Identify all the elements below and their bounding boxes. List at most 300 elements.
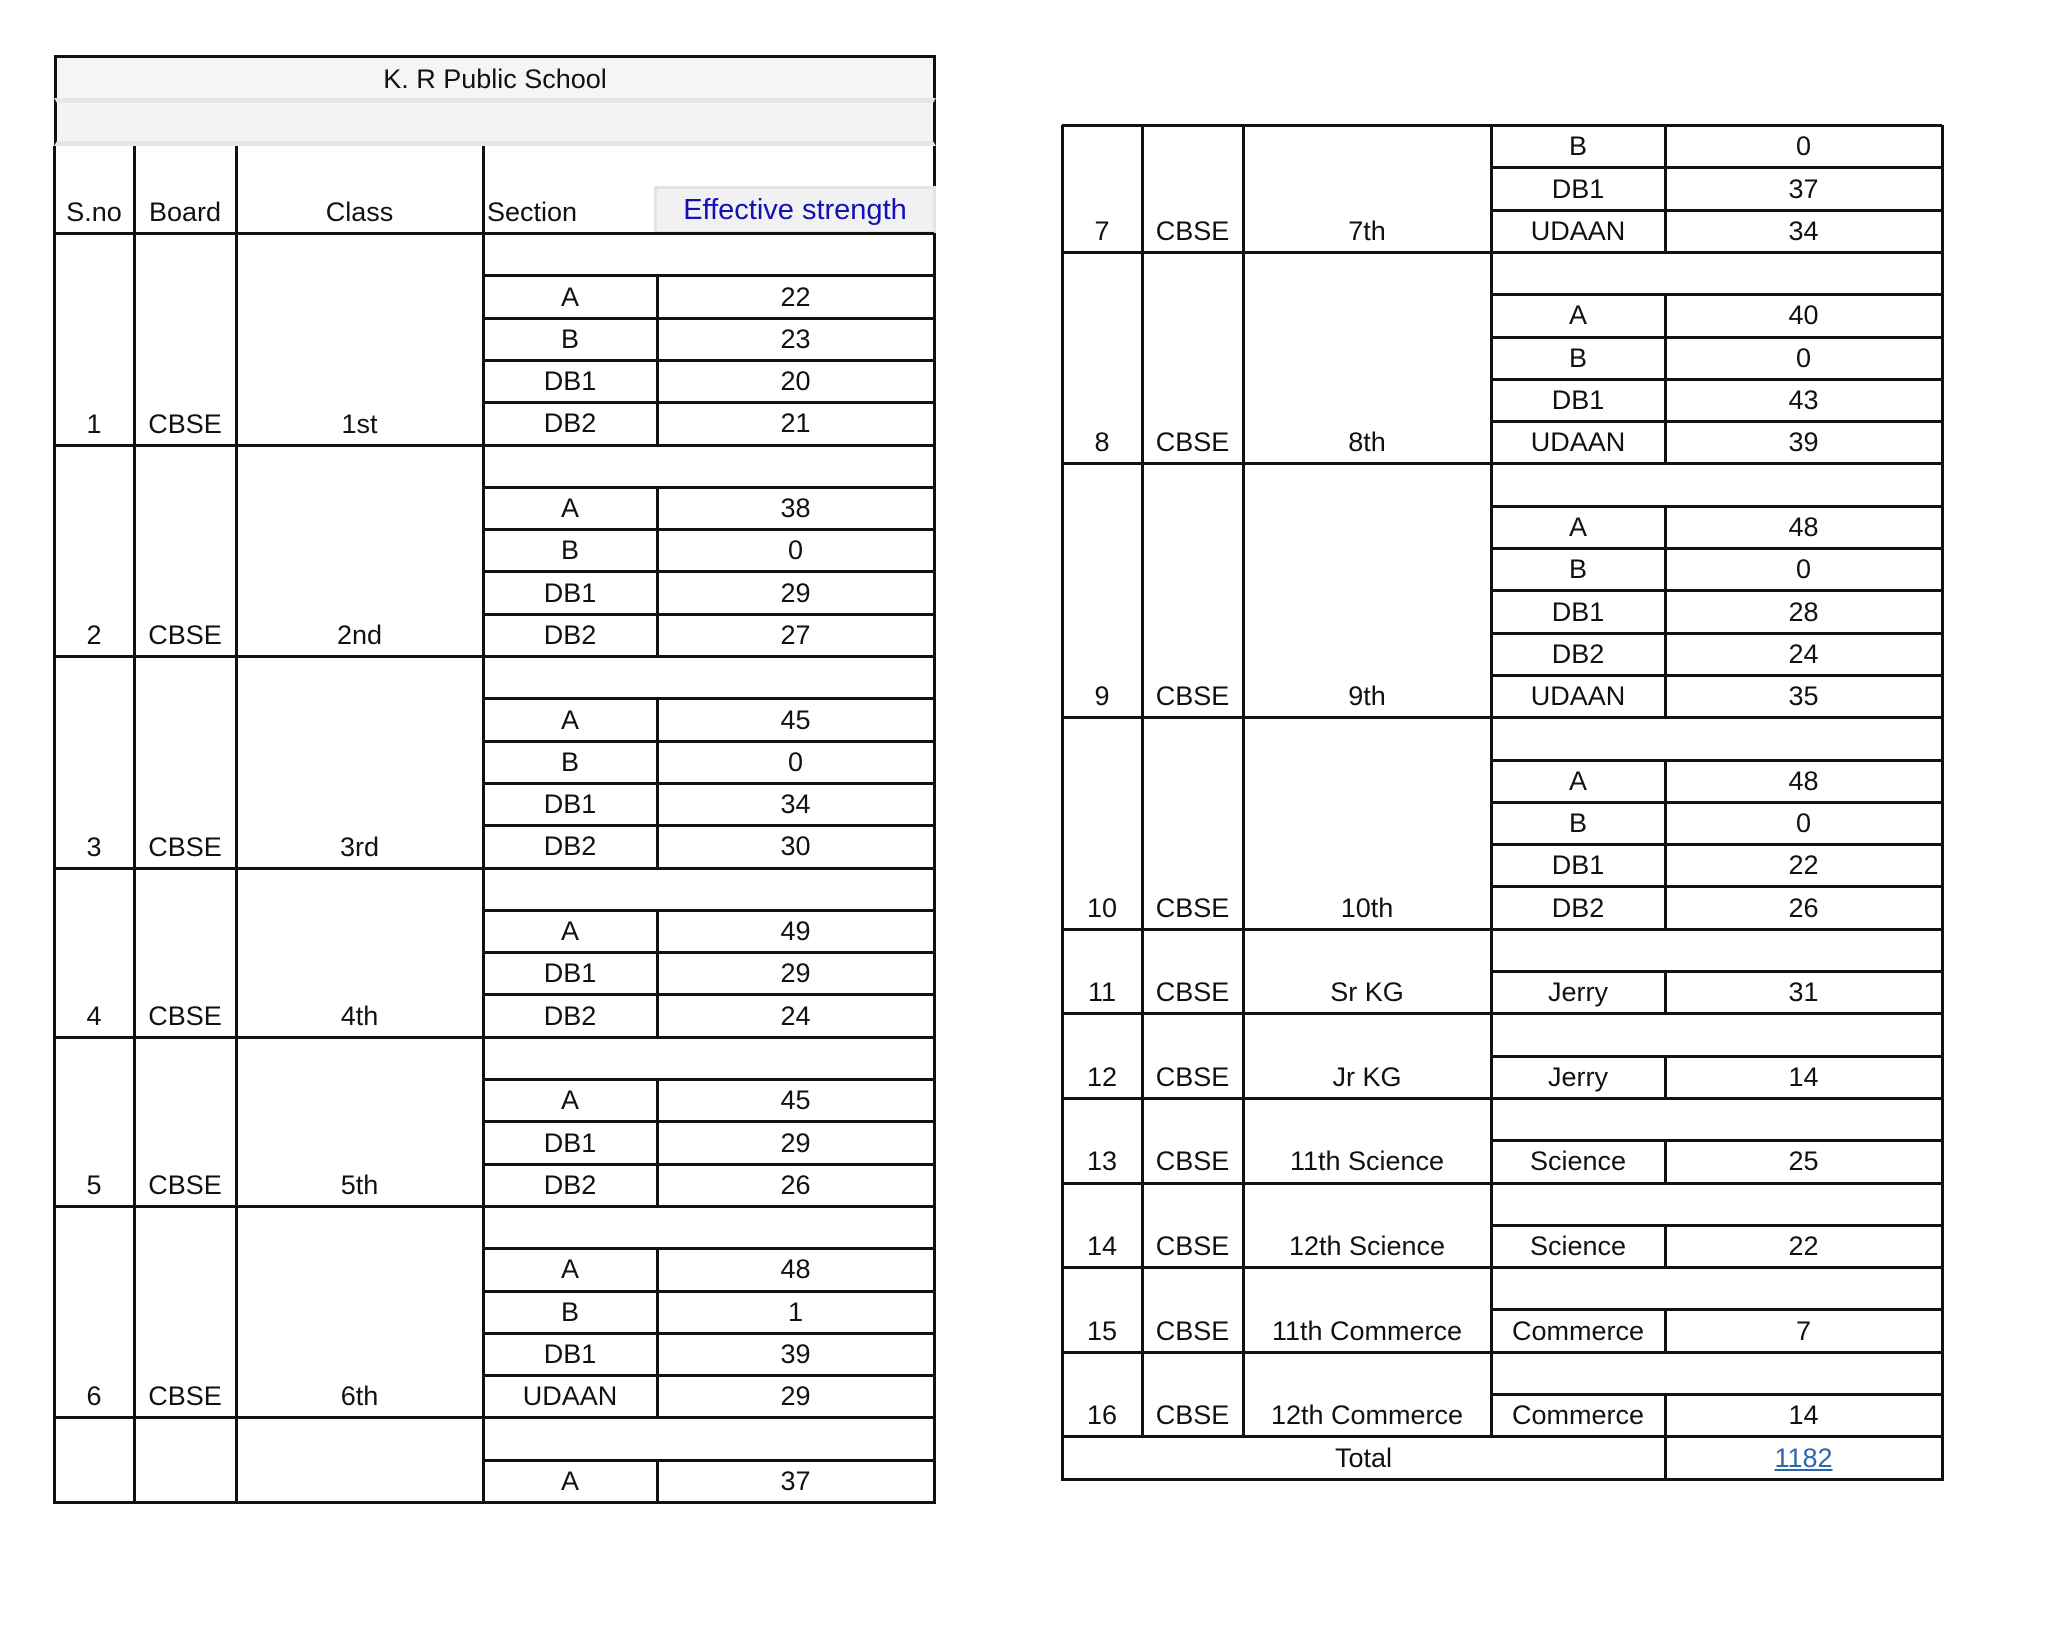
grid-line	[1664, 1056, 1667, 1098]
section-cell: DB1	[543, 1339, 597, 1370]
class-cell: 11th Science	[1289, 1146, 1445, 1177]
grid-line	[1242, 1352, 1245, 1439]
grid-line	[1062, 1266, 1942, 1269]
class-cell: 12th Science	[1288, 1231, 1446, 1262]
grid-line	[1491, 378, 1942, 381]
section-cell: A	[560, 1254, 579, 1285]
grid-line	[1141, 1098, 1144, 1185]
grid-line	[1061, 1013, 1064, 1100]
grid-line	[1491, 336, 1942, 339]
sno-cell: 3	[86, 831, 102, 862]
grid-line	[235, 1206, 238, 1420]
grid-line	[133, 146, 136, 233]
strength-cell: 21	[780, 408, 811, 439]
grid-line	[1061, 125, 1064, 254]
sno-cell: 10	[1086, 892, 1118, 923]
section-cell: Jerry	[1548, 1061, 1608, 1092]
grid-line	[1062, 1182, 1942, 1185]
grid-line	[483, 1163, 934, 1166]
strength-cell: 30	[780, 831, 811, 862]
section-cell: A	[1568, 511, 1587, 542]
grid-line	[1062, 1012, 1942, 1015]
grid-line	[656, 1460, 659, 1502]
strength-cell: 22	[780, 281, 811, 312]
grid-line	[483, 1120, 934, 1123]
grid-line	[1664, 1225, 1667, 1267]
grid-line	[1490, 1098, 1493, 1185]
grid-line	[1491, 420, 1942, 423]
grid-line	[483, 740, 934, 743]
sno-cell: 1	[86, 408, 102, 439]
sno-cell: 14	[1086, 1231, 1118, 1262]
section-cell: UDAAN	[1530, 215, 1626, 246]
grid-line	[483, 401, 934, 404]
section-cell: UDAAN	[1530, 427, 1626, 458]
grid-line	[1141, 125, 1144, 254]
total-value-cell	[1665, 1436, 1942, 1478]
grid-line	[656, 487, 659, 656]
grid-line	[483, 1078, 934, 1081]
grid-line	[1491, 1055, 1942, 1058]
grid-line	[1491, 1224, 1942, 1227]
grid-line	[1491, 1139, 1942, 1142]
grid-line	[1491, 801, 1942, 804]
class-cell: 11th Commerce	[1271, 1315, 1463, 1346]
class-cell: 4th	[340, 1000, 379, 1031]
grid-line	[1491, 843, 1942, 846]
grid-line	[1941, 463, 1944, 719]
section-cell: DB1	[1551, 173, 1605, 204]
board-cell: CBSE	[148, 408, 222, 439]
sno-cell: 6	[86, 1381, 102, 1412]
strength-cell: 31	[1788, 977, 1819, 1008]
section-cell: DB1	[543, 1127, 597, 1158]
board-cell: CBSE	[1155, 1400, 1230, 1431]
grid-line	[54, 1416, 934, 1419]
grid-line	[482, 233, 485, 447]
grid-line	[1242, 252, 1245, 466]
grid-line	[1941, 1267, 1944, 1354]
grid-line	[53, 233, 56, 447]
grid-line	[1141, 929, 1144, 1016]
strength-cell: 0	[787, 746, 804, 777]
grid-line	[1242, 1183, 1245, 1270]
board-cell: CBSE	[1155, 977, 1230, 1008]
grid-line	[933, 1417, 936, 1504]
grid-line	[1242, 463, 1245, 719]
grid-line	[1664, 125, 1667, 252]
section-cell: DB1	[543, 789, 597, 820]
section-cell: DB2	[543, 831, 597, 862]
grid-line	[1491, 547, 1942, 550]
grid-line	[1061, 717, 1064, 931]
total-label: Total	[1334, 1442, 1393, 1473]
grid-line	[933, 656, 936, 870]
grid-line	[235, 1037, 238, 1208]
sno-cell: 13	[1086, 1146, 1118, 1177]
grid-line	[1141, 1352, 1144, 1439]
grid-line	[1941, 929, 1944, 1016]
section-cell: UDAAN	[1530, 681, 1626, 712]
strength-cell: 26	[780, 1169, 811, 1200]
sno-cell: 5	[86, 1169, 102, 1200]
grid-line	[53, 146, 56, 233]
section-cell: B	[1568, 342, 1587, 373]
strength-cell: 29	[780, 1127, 811, 1158]
section-cell: DB2	[1551, 892, 1605, 923]
board-cell: CBSE	[1155, 215, 1230, 246]
school-title: K. R Public School	[383, 63, 607, 94]
grid-line	[482, 868, 485, 1039]
grid-line	[933, 233, 936, 447]
grid-line	[1242, 717, 1245, 931]
class-cell: 12th Commerce	[1270, 1400, 1464, 1431]
column-header-board: Board	[148, 197, 222, 227]
section-cell: DB1	[1551, 596, 1605, 627]
class-cell: 2nd	[336, 620, 383, 650]
grid-line	[1491, 166, 1942, 169]
grid-line	[1491, 759, 1942, 762]
board-cell	[134, 1417, 236, 1502]
strength-cell: 34	[1788, 215, 1819, 246]
section-cell: DB1	[1551, 385, 1605, 416]
grid-line	[1491, 632, 1942, 635]
strength-cell: 43	[1788, 385, 1819, 416]
grid-line	[1664, 506, 1667, 718]
grid-line	[1491, 885, 1942, 888]
strength-cell: 24	[1788, 638, 1819, 669]
grid-line	[1242, 1013, 1245, 1100]
grid-line	[1490, 929, 1493, 1016]
section-cell: DB1	[1551, 850, 1605, 881]
grid-line	[1141, 717, 1144, 931]
strength-cell: 0	[1795, 342, 1812, 373]
board-cell: CBSE	[148, 1000, 222, 1031]
strength-cell: 48	[780, 1254, 811, 1285]
grid-line	[483, 951, 934, 954]
strength-cell: 39	[780, 1339, 811, 1370]
grid-line	[1061, 1183, 1064, 1270]
grid-line	[133, 445, 136, 659]
grid-line	[1491, 209, 1942, 212]
grid-line	[483, 1374, 934, 1377]
grid-line	[483, 1247, 934, 1250]
grid-line	[54, 655, 934, 658]
grid-line	[1490, 1352, 1493, 1439]
grid-line	[54, 1501, 936, 1504]
strength-cell: 27	[780, 619, 811, 650]
grid-line	[933, 1206, 936, 1420]
grid-line	[1490, 717, 1493, 931]
grid-line	[1061, 1098, 1064, 1185]
section-cell: B	[560, 746, 579, 777]
grid-line	[1242, 1098, 1245, 1185]
section-cell: DB1	[543, 958, 597, 989]
section-cell: Science	[1529, 1231, 1627, 1262]
class-cell	[236, 1417, 483, 1502]
grid-line	[483, 782, 934, 785]
grid-line	[483, 359, 934, 362]
grid-line	[53, 868, 56, 1039]
grid-line	[483, 613, 934, 616]
strength-cell: 0	[1795, 131, 1812, 162]
strength-cell: 48	[1788, 511, 1819, 542]
grid-line	[53, 445, 56, 659]
grid-line	[1664, 1436, 1667, 1480]
grid-line	[1490, 1183, 1493, 1270]
grid-line	[482, 1037, 485, 1208]
section-cell: DB1	[543, 577, 597, 608]
strength-cell: 0	[787, 535, 804, 566]
grid-line	[1941, 717, 1944, 931]
strength-cell: 20	[780, 366, 811, 397]
section-cell: B	[560, 535, 579, 566]
grid-line	[1941, 125, 1944, 254]
grid-line	[133, 1206, 136, 1420]
grid-line	[483, 909, 934, 912]
grid-line	[1490, 252, 1493, 466]
board-cell: CBSE	[1155, 1146, 1230, 1177]
strength-cell: 40	[1788, 300, 1819, 331]
column-header-effective-strength: Effective strength	[654, 186, 936, 234]
grid-line	[235, 656, 238, 870]
grid-line	[1062, 124, 1942, 127]
grid-line	[483, 993, 934, 996]
grid-line	[1664, 971, 1667, 1013]
strength-cell: 14	[1788, 1400, 1819, 1431]
class-cell: 6th	[340, 1381, 379, 1412]
board-cell: CBSE	[148, 1169, 222, 1200]
grid-line	[53, 1417, 56, 1504]
board-cell: CBSE	[1155, 681, 1230, 712]
strength-cell: 29	[780, 577, 811, 608]
column-header-sno: S.no	[66, 197, 122, 227]
grid-line	[54, 232, 934, 235]
grid-line	[54, 444, 934, 447]
section-cell: B	[560, 1296, 579, 1327]
grid-line	[1062, 462, 1942, 465]
grid-line	[656, 1079, 659, 1206]
grid-line	[1490, 1013, 1493, 1100]
grid-line	[133, 868, 136, 1039]
grid-line	[1062, 716, 1942, 719]
grid-line	[1061, 1436, 1064, 1480]
strength-cell: 39	[1788, 427, 1819, 458]
grid-line	[1941, 1013, 1944, 1100]
grid-line	[483, 274, 934, 277]
grid-line	[235, 445, 238, 659]
grid-line	[53, 1037, 56, 1208]
section-cell: B	[560, 323, 579, 354]
section-cell: DB2	[1551, 638, 1605, 669]
subtitle-band	[54, 98, 936, 146]
grid-line	[482, 146, 485, 233]
grid-line	[482, 656, 485, 870]
sno-cell: 16	[1086, 1400, 1118, 1431]
strength-cell: 48	[1788, 765, 1819, 796]
strength-cell: 22	[1788, 1231, 1819, 1262]
strength-cell: 29	[780, 958, 811, 989]
grid-line	[1062, 1478, 1944, 1481]
section-cell: Commerce	[1511, 1315, 1645, 1346]
school-title-band	[54, 55, 936, 100]
grid-line	[1491, 1308, 1942, 1311]
grid-line	[1062, 1097, 1942, 1100]
grid-line	[1141, 1013, 1144, 1100]
grid-line	[1061, 1267, 1064, 1354]
grid-line	[1491, 589, 1942, 592]
section-cell: A	[1568, 300, 1587, 331]
grid-line	[1664, 1309, 1667, 1351]
sno-cell: 8	[1094, 427, 1110, 458]
grid-line	[482, 1206, 485, 1420]
grid-line	[53, 1206, 56, 1420]
class-cell: 3rd	[339, 831, 380, 862]
sno-cell: 12	[1086, 1061, 1118, 1092]
grid-line	[1242, 1267, 1245, 1354]
class-cell: Jr KG	[1332, 1061, 1402, 1092]
grid-line	[1941, 252, 1944, 466]
grid-line	[1491, 293, 1942, 296]
sno-cell: 4	[86, 1000, 102, 1031]
grid-line	[54, 1036, 934, 1039]
strength-cell: 25	[1788, 1146, 1819, 1177]
column-header-section: Section	[487, 197, 578, 227]
strength-cell: 0	[1795, 808, 1812, 839]
strength-cell: 49	[780, 916, 811, 947]
grid-line	[235, 1417, 238, 1504]
grid-line	[1490, 463, 1493, 719]
grid-line	[1491, 970, 1942, 973]
strength-cell: 14	[1788, 1061, 1819, 1092]
board-cell: CBSE	[1155, 892, 1230, 923]
grid-line	[1491, 1393, 1942, 1396]
grid-line	[482, 1417, 485, 1504]
section-cell: A	[560, 916, 579, 947]
grid-line	[1061, 252, 1064, 466]
grid-line	[1141, 1183, 1144, 1270]
grid-line	[656, 275, 659, 444]
class-cell: Sr KG	[1330, 977, 1404, 1008]
class-cell: 7th	[1348, 215, 1386, 246]
board-cell: CBSE	[1155, 427, 1230, 458]
board-cell: CBSE	[1155, 1061, 1230, 1092]
section-cell: DB2	[543, 619, 597, 650]
class-cell: 1st	[341, 408, 378, 439]
grid-line	[133, 656, 136, 870]
grid-line	[1141, 463, 1144, 719]
grid-line	[1941, 1098, 1944, 1185]
grid-line	[1242, 929, 1245, 1016]
grid-line	[133, 1037, 136, 1208]
sno-cell: 15	[1086, 1315, 1118, 1346]
grid-line	[1664, 294, 1667, 463]
section-cell: A	[560, 1085, 579, 1116]
grid-line	[933, 445, 936, 659]
grid-line	[1062, 1351, 1942, 1354]
section-cell: A	[560, 281, 579, 312]
grid-line	[53, 656, 56, 870]
grid-line	[1664, 1140, 1667, 1182]
grid-line	[1141, 1267, 1144, 1354]
grid-line	[483, 486, 934, 489]
grid-line	[1664, 760, 1667, 929]
grid-line	[1061, 1352, 1064, 1439]
grid-line	[933, 146, 936, 186]
section-cell: B	[1568, 808, 1587, 839]
grid-line	[1062, 251, 1942, 254]
section-cell: A	[1568, 765, 1587, 796]
grid-line	[1061, 463, 1064, 719]
grid-line	[482, 445, 485, 659]
grid-line	[1062, 928, 1942, 931]
section-cell: UDAAN	[522, 1381, 618, 1412]
section-cell: DB2	[543, 408, 597, 439]
strength-cell: 29	[780, 1381, 811, 1412]
grid-line	[483, 317, 934, 320]
grid-line	[54, 867, 934, 870]
section-cell: A	[560, 1465, 579, 1496]
strength-cell: 38	[780, 493, 811, 524]
class-cell: 5th	[340, 1169, 379, 1200]
strength-cell: 26	[1788, 892, 1819, 923]
section-cell: DB1	[543, 366, 597, 397]
strength-cell: 37	[780, 1465, 811, 1496]
section-cell: Commerce	[1511, 1400, 1645, 1431]
strength-cell: 45	[780, 704, 811, 735]
sno-cell: 9	[1094, 681, 1110, 712]
grid-line	[483, 1459, 934, 1462]
strength-cell: 37	[1788, 173, 1819, 204]
grid-line	[483, 697, 934, 700]
board-cell: CBSE	[1155, 1315, 1230, 1346]
board-cell: CBSE	[148, 1381, 222, 1412]
section-cell: DB2	[543, 1169, 597, 1200]
grid-line	[656, 1248, 659, 1417]
strength-cell: 24	[780, 1000, 811, 1031]
board-cell: CBSE	[1155, 1231, 1230, 1262]
section-cell: Jerry	[1548, 977, 1608, 1008]
grid-line	[1141, 252, 1144, 466]
class-cell: 8th	[1348, 427, 1386, 458]
grid-line	[483, 1332, 934, 1335]
grid-line	[1941, 1352, 1944, 1439]
grid-line	[133, 233, 136, 447]
sno-cell: 7	[1094, 215, 1110, 246]
column-header-class: Class	[325, 197, 394, 227]
section-cell: B	[1568, 554, 1587, 585]
grid-line	[1242, 125, 1245, 254]
grid-line	[1664, 1394, 1667, 1436]
grid-line	[656, 698, 659, 867]
strength-cell: 22	[1788, 850, 1819, 881]
sno-cell	[54, 1417, 134, 1502]
strength-cell: 1	[787, 1296, 804, 1327]
grid-line	[483, 1290, 934, 1293]
grid-line	[54, 1205, 934, 1208]
board-cell: CBSE	[148, 620, 222, 650]
grid-line	[1490, 125, 1493, 254]
strength-cell: 35	[1788, 681, 1819, 712]
grid-line	[235, 233, 238, 447]
class-cell: 9th	[1348, 681, 1386, 712]
grid-line	[235, 868, 238, 1039]
grid-line	[133, 1417, 136, 1504]
section-cell: Science	[1529, 1146, 1627, 1177]
section-cell: DB2	[543, 1000, 597, 1031]
board-cell: CBSE	[148, 831, 222, 862]
total-value-link[interactable]: 1182	[1774, 1442, 1833, 1473]
